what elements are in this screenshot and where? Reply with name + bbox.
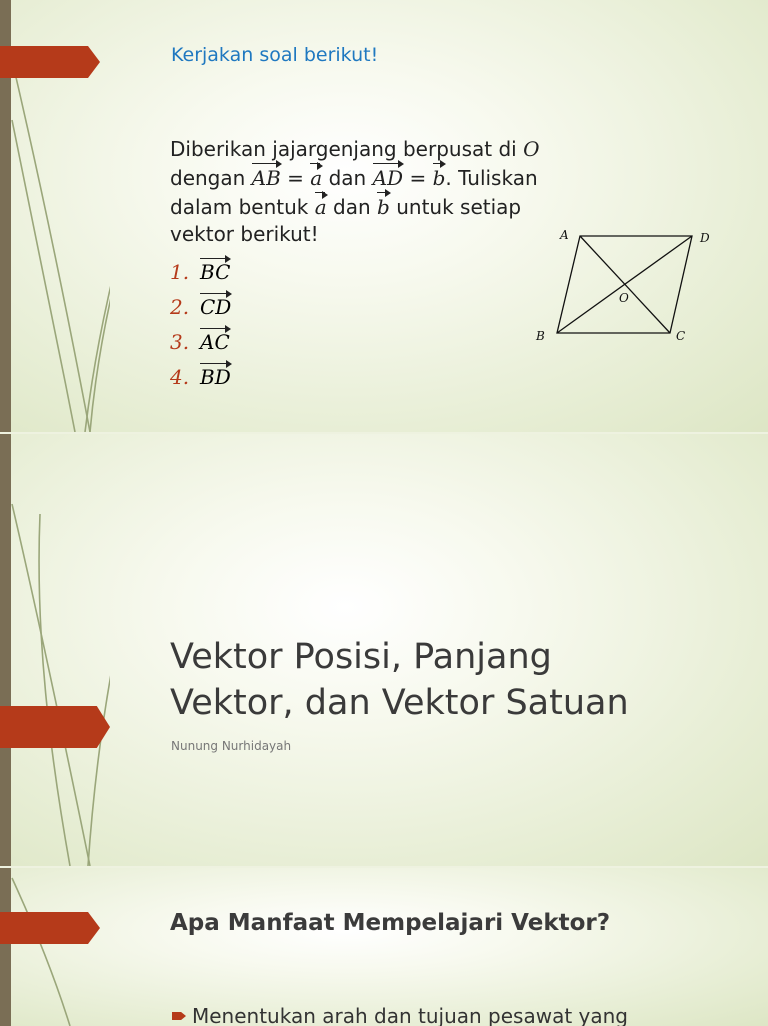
item-vector: BD — [200, 365, 231, 389]
arrow-bullet-icon — [172, 1012, 186, 1020]
vector-a: a — [315, 192, 327, 221]
equals-sign: = — [409, 166, 427, 190]
item-vector: CD — [200, 295, 232, 319]
author-name: Nunung Nurhidayah — [171, 739, 292, 753]
intro-line: Diberikan jajargenjang berpusat di — [170, 137, 517, 161]
item-vector: BC — [200, 260, 231, 284]
label-o: O — [619, 291, 629, 305]
accent-tag — [0, 46, 100, 78]
center-symbol: O — [523, 137, 540, 161]
vector-ad: AD — [373, 163, 403, 192]
untuk-setiap-text: untuk setiap — [396, 195, 522, 219]
accent-tag — [0, 706, 110, 748]
tuliskan-text: . Tuliskan — [445, 166, 538, 190]
vektor-berikut-text: vektor berikut! — [170, 222, 319, 246]
label-d: D — [700, 231, 710, 245]
item-number: 1. — [170, 260, 190, 284]
leaf-decoration — [0, 434, 110, 866]
accent-tag — [0, 912, 100, 944]
label-b: B — [536, 329, 545, 343]
exercise-list — [170, 249, 231, 389]
list-item — [170, 284, 231, 319]
item-vector: AC — [200, 330, 230, 354]
slide-1 — [0, 0, 768, 432]
list-item — [170, 354, 231, 389]
item-number: 3. — [170, 330, 190, 354]
slide-heading: Kerjakan soal berikut! — [171, 44, 379, 66]
dan-word: dan — [328, 166, 367, 190]
leaf-decoration — [0, 868, 110, 1026]
item-number: 2. — [170, 295, 190, 319]
parallelogram-diagram — [530, 225, 720, 350]
list-item — [170, 249, 231, 284]
bullet-text: Menentukan arah dan tujuan pesawat yang — [192, 1004, 628, 1026]
vector-b: b — [377, 192, 390, 221]
slide-heading: Apa Manfaat Mempelajari Vektor? — [170, 910, 611, 936]
title-line-2: Vektor, dan Vektor Satuan — [170, 683, 629, 723]
problem-text — [170, 136, 590, 248]
vector-b: b — [433, 163, 446, 192]
title-line-1: Vektor Posisi, Panjang — [170, 637, 552, 677]
dalam-bentuk-text: dalam bentuk — [170, 195, 309, 219]
list-item — [170, 319, 231, 354]
slide-2 — [0, 434, 768, 866]
label-a: A — [560, 228, 569, 242]
vector-ab: AB — [252, 163, 281, 192]
slide-3 — [0, 868, 768, 1026]
equals-sign: = — [287, 166, 304, 190]
presentation-title — [170, 634, 629, 726]
bullet-item — [172, 1004, 628, 1026]
vector-a: a — [310, 163, 322, 192]
dan-word: dan — [333, 195, 371, 219]
label-c: C — [676, 329, 686, 343]
dengan-word: dengan — [170, 166, 246, 190]
item-number: 4. — [170, 365, 190, 389]
